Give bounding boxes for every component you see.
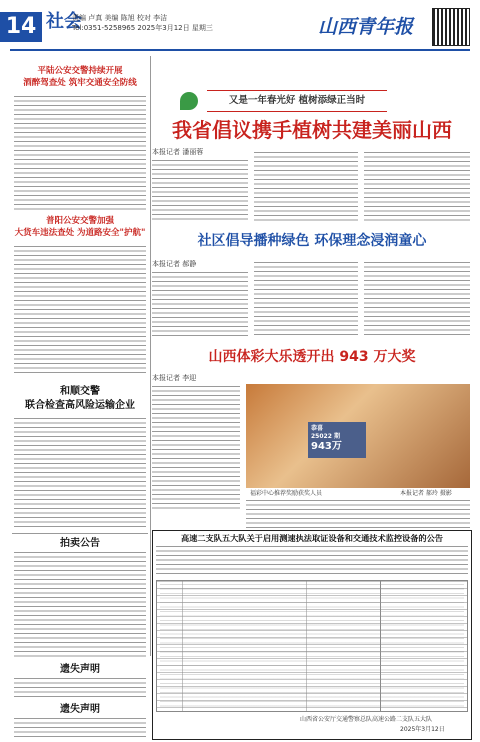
notice-divider	[12, 533, 148, 534]
lost-notice-1-body	[14, 678, 146, 700]
story3-byline: 本报记者 李迎	[152, 374, 197, 382]
top-story-col2	[254, 152, 358, 222]
plaque-line2: 25022 期	[311, 433, 340, 440]
story3-bottom-text	[246, 500, 470, 528]
qr-code-icon	[432, 8, 470, 46]
story2-col2	[254, 262, 358, 338]
masthead-rule	[10, 49, 470, 51]
lottery-photo	[246, 384, 470, 488]
column-divider	[150, 56, 151, 656]
section-title: 社会	[46, 11, 82, 32]
story2-byline: 本报记者 郝静	[152, 260, 197, 268]
bottom-notice-title: 高速二支队五大队关于启用测速执法取证设备和交通技术监控设备的公告	[180, 533, 443, 543]
lost-notice-2-title: 遗失声明	[60, 704, 100, 715]
article3-title-line2: 联合检查高风险运输企业	[25, 400, 135, 411]
speed-camera-table-text	[160, 584, 464, 708]
story2-headline: 社区倡导播种绿色 环保理念浸润童心	[197, 233, 427, 249]
bottom-notice-signature: 山西省公安厅交通警察总队高速公路二支队五大队	[300, 716, 433, 723]
feature-band: 又是一年春光好 植树添绿正当时	[207, 90, 387, 112]
bottom-notice-intro	[156, 546, 468, 576]
top-story-byline: 本报记者 潘丽蓉	[152, 148, 204, 156]
edition-line: 责编 卢真 美编 陈旭 校对 李洁	[72, 14, 168, 22]
story2-col3	[364, 262, 470, 338]
plaque-amount: 943万	[311, 441, 342, 452]
article3-title-line1: 和顺交警	[60, 386, 100, 397]
top-story-col3	[364, 152, 470, 222]
article1-title-line2: 酒醉驾查处 筑牢交通安全防线	[23, 78, 137, 88]
top-story-col1	[152, 160, 248, 222]
auction-notice-title: 拍卖公告	[60, 538, 100, 549]
article3-body	[14, 418, 146, 528]
bottom-notice-date: 2025年3月12日	[400, 726, 445, 733]
auction-notice-body	[14, 552, 146, 658]
tel-line: Tel:0351-5258965 2025年3月12日 星期三	[72, 24, 213, 32]
story2-col1	[152, 272, 248, 338]
lost-notice-1-title: 遗失声明	[60, 664, 100, 675]
photo-caption-right: 本报记者 郝玲 摄影	[400, 490, 452, 497]
prize-plaque	[308, 422, 366, 458]
article1-body	[14, 96, 146, 210]
top-story-headline: 我省倡议携手植树共建美丽山西	[172, 118, 452, 142]
lost-notice-2-body	[14, 718, 146, 738]
article2-body	[14, 246, 146, 376]
article2-title-line1: 普阳公安交警加强	[45, 216, 114, 226]
story3-headline: 山西体彩大乐透开出 943 万大奖	[208, 349, 416, 365]
page-number: 14	[0, 12, 42, 42]
article1-title-line1: 平陆公安交警持续开展	[37, 66, 123, 76]
plaque-line1: 恭喜	[311, 425, 324, 432]
leaf-icon	[180, 92, 198, 110]
photo-caption-left: 福彩中心推荐奖励获奖人员	[250, 490, 323, 497]
story3-col1	[152, 386, 240, 512]
brand-logo: 山西青年报	[318, 16, 414, 38]
article2-title-line2: 大货车违法查处 为道路安全"护航"	[14, 228, 146, 238]
